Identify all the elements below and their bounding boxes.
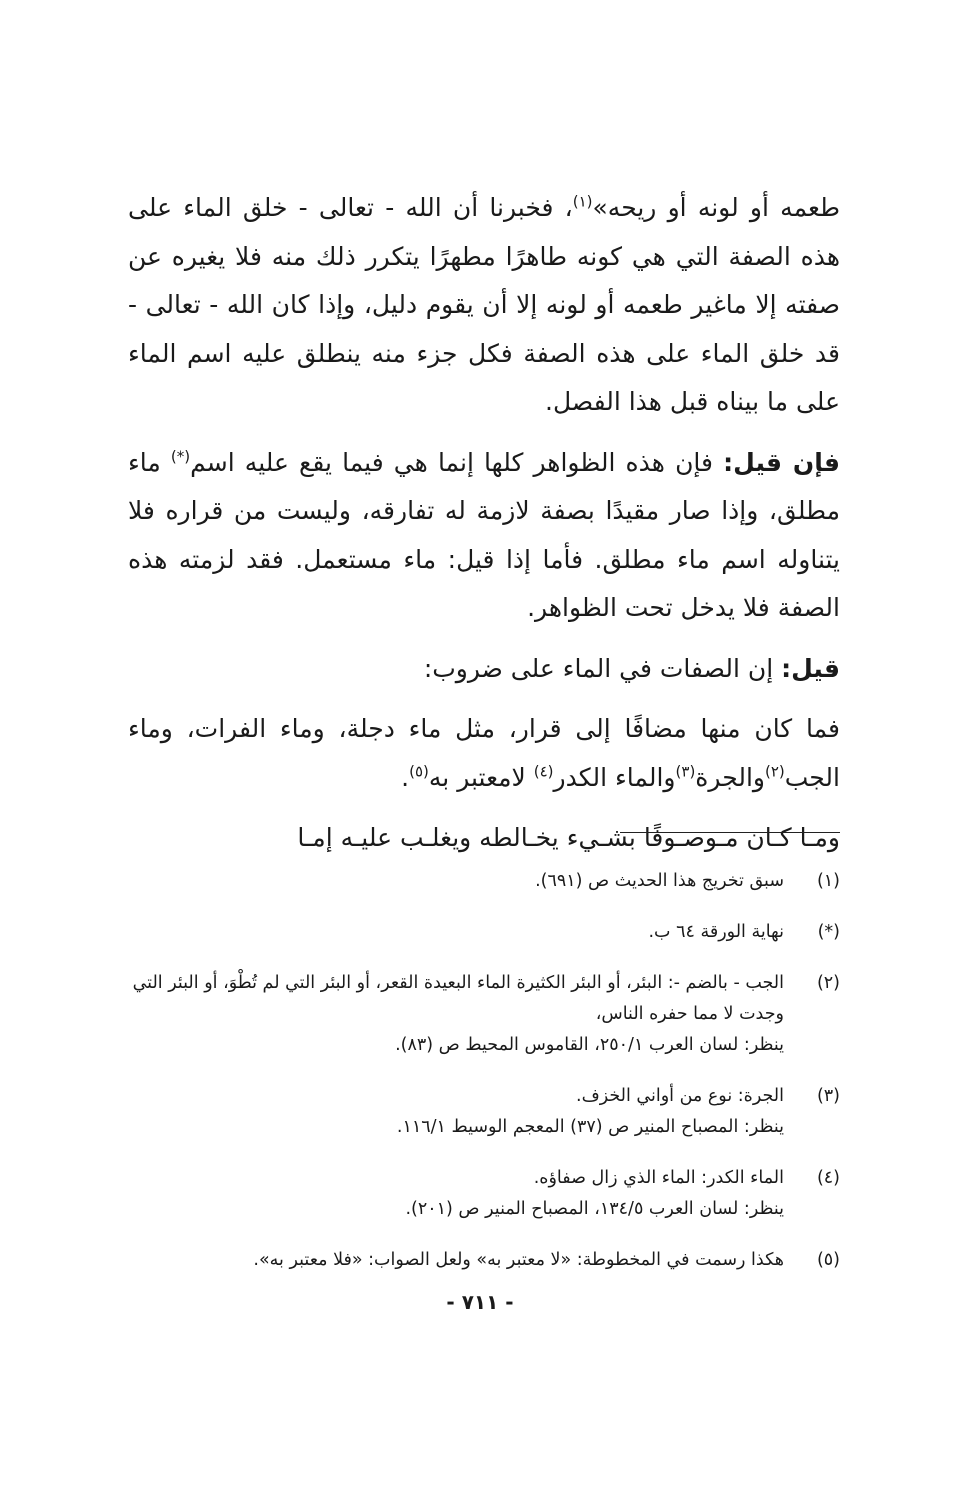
footnote-number: (٣) xyxy=(816,1086,840,1106)
paragraph-4-text-1: فما كان منها مضافًا إلى قرار، مثل ماء دجلة، وماء الفرات، وماء الجب xyxy=(128,714,840,792)
paragraph-2-text-after: ماء مطلق، وإذا صار مقيدًا بصفة لازمة له تفارقه، وليست من قراره فلا يتناوله اسم ماء مطلق. فأما إذا قيل: ماء مستعمل. فقد لزمته هذه الصفة فلا يدخل تحت الظواهر. xyxy=(128,447,840,622)
footnote-line: الماء الكدر: الماء الذي زال صفاؤه. xyxy=(533,1168,784,1188)
paragraph-1-text-before: طعمه أو لونه أو ريحه» xyxy=(592,193,840,222)
footnotes xyxy=(128,866,840,1296)
footnote-line: ينظر: لسان العرب ١٣٤/٥، المصباح المنير ص (٢٠١). xyxy=(405,1199,784,1219)
page-number: - ٧١١ - xyxy=(446,1290,514,1314)
footnote-ref-2: (٢) xyxy=(764,762,785,781)
main-text xyxy=(128,184,840,875)
footnote-number: (٤) xyxy=(816,1168,840,1188)
paragraph-4-text-5: . xyxy=(401,762,410,792)
footnote-body xyxy=(128,1245,784,1276)
footnote-3 xyxy=(128,1081,840,1143)
footnote-line: نهاية الورقة ٦٤ ب. xyxy=(648,922,784,942)
footnote-separator xyxy=(620,832,840,833)
footnote-ref-5: (٥) xyxy=(409,762,429,781)
paragraph-2 xyxy=(128,439,840,633)
paragraph-2-lead: فإن قيل: xyxy=(723,447,841,477)
paragraph-3-lead: قيل: xyxy=(781,653,840,683)
paragraph-3 xyxy=(128,645,840,694)
footnote-ref-star: (*) xyxy=(170,447,191,466)
footnote-line: هكذا رسمت في المخطوطة: «لا معتبر به» ولعل الصواب: «فلا معتبر به». xyxy=(253,1250,784,1270)
footnote-body xyxy=(128,1081,784,1143)
paragraph-4-text-3: والماء الكدر xyxy=(553,762,676,792)
paragraph-4 xyxy=(128,705,840,802)
paragraph-1-text-after: ، فخبرنا أن الله - تعالى - خلق الماء على هذه الصفة التي هي كونه طاهرًا مطهرًا يتكرر ذلك منه فلا يغيره عن صفته إلا ماغير طعمه أو لونه إلا أن يقوم دليل، وإذا كان الله - تعالى - قد خلق الماء على هذه الصفة فكل جزء منه ينطلق عليه اسم الماء على ما بيناه قبل هذا الفصل. xyxy=(128,193,840,416)
paragraph-1 xyxy=(128,184,840,427)
footnote-ref-3: (٣) xyxy=(675,762,696,781)
paragraph-3-text: إن الصفات في الماء على ضروب: xyxy=(423,653,782,683)
paragraph-4-text-2: والجرة xyxy=(695,762,765,792)
footnote-body xyxy=(128,968,784,1061)
paragraph-4-text-4: لامعتبر به xyxy=(428,762,534,792)
footnote-ref-4: (٤) xyxy=(533,762,554,781)
footnote-line: الجب - بالضم -: البئر، أو البئر الكثيرة الماء البعيدة القعر، أو البئر التي لم تُطْوَ، أو البئر التي وجدت لا مما حفره الناس، xyxy=(132,973,784,1024)
footnote-number: (٢) xyxy=(816,973,840,993)
footnote-line: ينظر: لسان العرب ٢٥٠/١، القاموس المحيط ص (٨٣). xyxy=(395,1035,784,1055)
footnote-5 xyxy=(128,1245,840,1276)
footnote-body xyxy=(128,1163,784,1225)
footnote-body xyxy=(128,866,784,897)
paragraph-5 xyxy=(128,814,840,863)
footnote-line: سبق تخريج هذا الحديث ص (٦٩١). xyxy=(535,871,784,891)
footnote-body xyxy=(128,917,784,948)
footnote-star xyxy=(128,917,840,948)
footnote-ref-1: (١) xyxy=(572,192,593,211)
footnote-number: (٥) xyxy=(816,1250,840,1270)
footnote-line: الجرة: نوع من أواني الخزف. xyxy=(576,1086,784,1106)
footnote-1 xyxy=(128,866,840,897)
footnote-line: ينظر: المصباح المنير ص (٣٧) المعجم الوسيط ١١٦/١. xyxy=(396,1117,784,1137)
footnote-number: (١) xyxy=(816,871,840,891)
footnote-number: (*) xyxy=(817,922,840,942)
paragraph-5-text: ومـا كـان مـوصـوفًا بشـيء يخـالطه ويغلـب عليـه إمـا xyxy=(297,823,840,852)
footnote-4 xyxy=(128,1163,840,1225)
paragraph-2-text-before: فإن هذه الظواهر كلها إنما هي فيما يقع عليه اسم xyxy=(190,447,724,477)
footnote-2 xyxy=(128,968,840,1061)
